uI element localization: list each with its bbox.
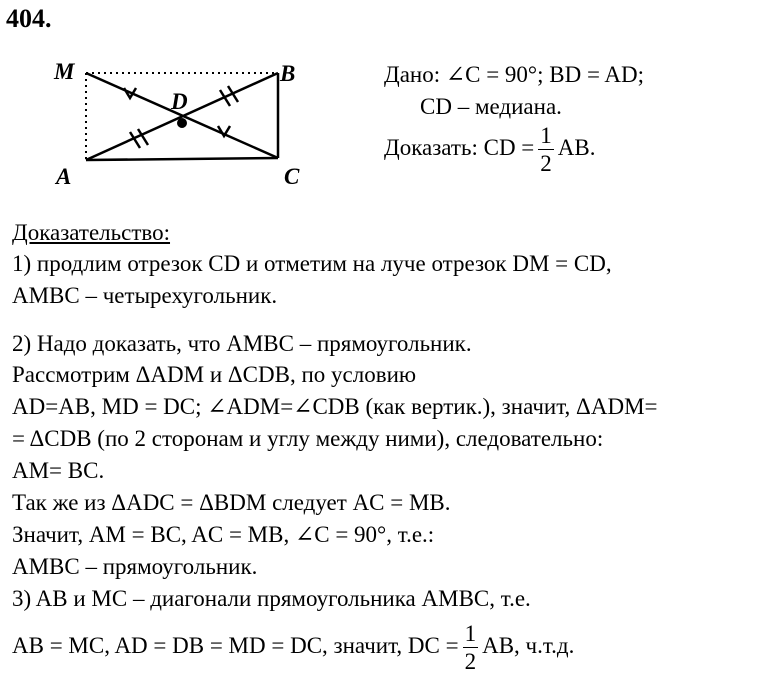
- label-D: D: [171, 89, 188, 114]
- final-fraction-denominator: 2: [464, 649, 477, 674]
- final-suffix: AB, ч.т.д.: [482, 632, 575, 658]
- proof-line: AMBC – прямоугольник.: [12, 554, 258, 579]
- point-D: [177, 118, 187, 128]
- proof-line: 3) AB и MC – диагонали прямоугольника AMBC, т.е.: [12, 586, 531, 611]
- given-line-2: CD – медиана.: [420, 94, 562, 119]
- proof-line: Так же из ΔADC = ΔBDM следует AC = MB.: [12, 490, 451, 515]
- problem-number: 404.: [6, 4, 52, 33]
- prove-prefix: Доказать: CD =: [384, 134, 535, 160]
- prove-fraction: [538, 124, 554, 175]
- segment-AC: [86, 158, 278, 160]
- proof-line: Значит, AM = BC, AC = MB, ∠C = 90°, т.е.:: [12, 522, 435, 547]
- proof-final-line: [12, 622, 574, 673]
- geometry-figure: [40, 52, 330, 202]
- proof-line: Рассмотрим ΔADM и ΔCDB, по условию: [12, 362, 417, 387]
- label-C: C: [284, 164, 300, 189]
- proof-line: AM= BC.: [12, 458, 105, 483]
- final-prefix: AB = MC, AD = DB = MD = DC, значит, DC =: [12, 632, 459, 658]
- proof-line: 2) Надо доказать, что AMBC – прямоугольник.: [12, 331, 472, 356]
- prove-statement: [384, 124, 595, 175]
- prove-suffix: AB.: [557, 134, 596, 160]
- final-fraction: [463, 622, 479, 673]
- label-B: B: [280, 61, 296, 86]
- proof-line: 1) продлим отрезок CD и отметим на луче отрезок DM = CD,: [12, 251, 612, 276]
- label-A: A: [56, 164, 72, 189]
- prove-fraction-numerator: 1: [540, 123, 552, 148]
- proof-line: = ΔCDB (по 2 сторонам и углу между ними), следовательно:: [12, 426, 604, 451]
- proof-heading: Доказательство:: [12, 220, 171, 245]
- proof-line: AMBC – четырехугольник.: [12, 283, 278, 308]
- tick-DC: [218, 126, 230, 136]
- prove-fraction-denominator: 2: [540, 151, 552, 176]
- label-M: M: [54, 59, 75, 84]
- given-line-1: Дано: ∠C = 90°; BD = AD;: [384, 62, 645, 87]
- final-fraction-numerator: 1: [464, 621, 477, 646]
- proof-line: AD=AB, MD = DC; ∠ADM=∠CDB (как вертик.), значит, ΔADM=: [12, 394, 658, 419]
